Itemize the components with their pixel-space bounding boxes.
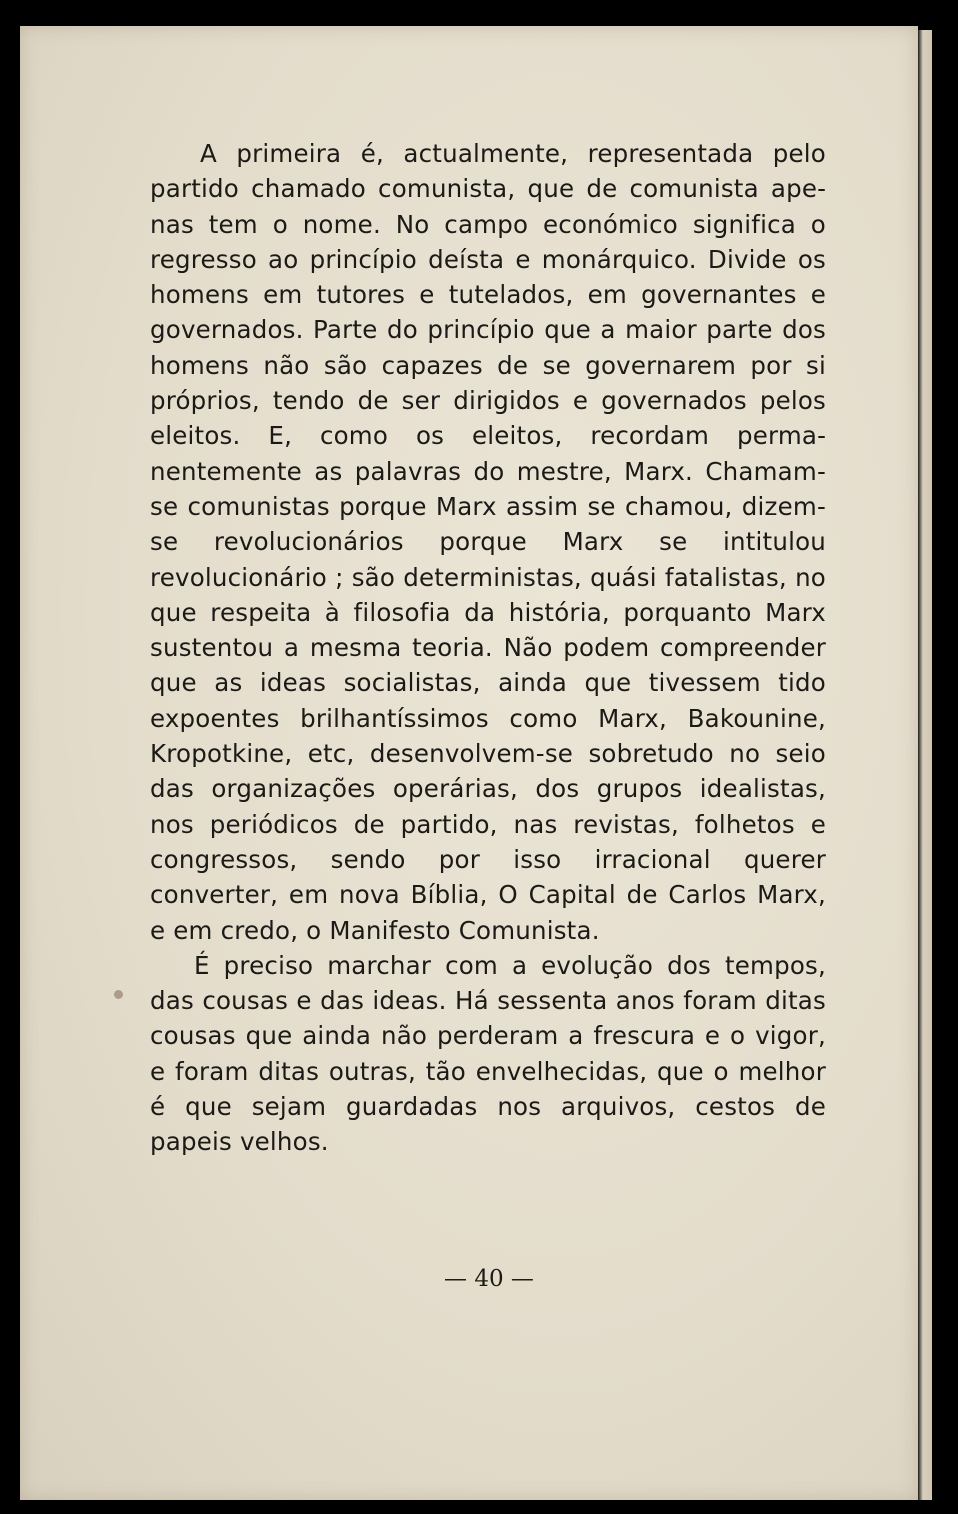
paragraph-1: A primeira é, actualmente, representada pelo partido chamado comunista, que de comunista apenas tem o nome. No campo económico significa o regresso ao princípio deísta e monárquico. Divide os homens em tutores e tutelados, em governantes e governados. Parte do princípio que a maior parte dos homens não são capazes de se governarem por si próprios, tendo de ser dirigidos e governados pelos eleitos. E, como os eleitos, recordam permanentemente as palavras do mestre, Marx. Chamam-se comunistas porque Marx assim se chamou, dizem-se revolucionários porque Marx se intitulou revolucionário ; são deterministas, quási fatalistas, no que respeita à filosofia da história, porquanto Marx sustentou a mesma teoria. Não podem compreender que as ideas socialistas, ainda que tivessem tido expoentes brilhantíssimos como Marx, Bakounine, Kropotkine, etc, desenvolvem-se sobretudo no seio das organizações operárias, dos grupos idealistas, nos periódicos de partido, nas revistas, folhetos e congressos, sendo por isso irracional querer converter, em nova Bíblia, O Capital de Carlos Marx, e em credo, o Manifesto Comunista. — [150, 139, 826, 945]
paragraph-2: É preciso marchar com a evolução dos tempos, das cousas e das ideas. Há sessenta anos foram ditas cousas que ainda não perderam a frescura e o vigor, e foram ditas outras, tão envelhecidas, que o melhor é que sejam guardadas nos arquivos, cestos de papeis velhos. — [150, 950, 826, 1157]
page-number: — 40 — — [444, 1266, 534, 1292]
body-text — [150, 136, 826, 1160]
paper-speck — [114, 990, 123, 999]
